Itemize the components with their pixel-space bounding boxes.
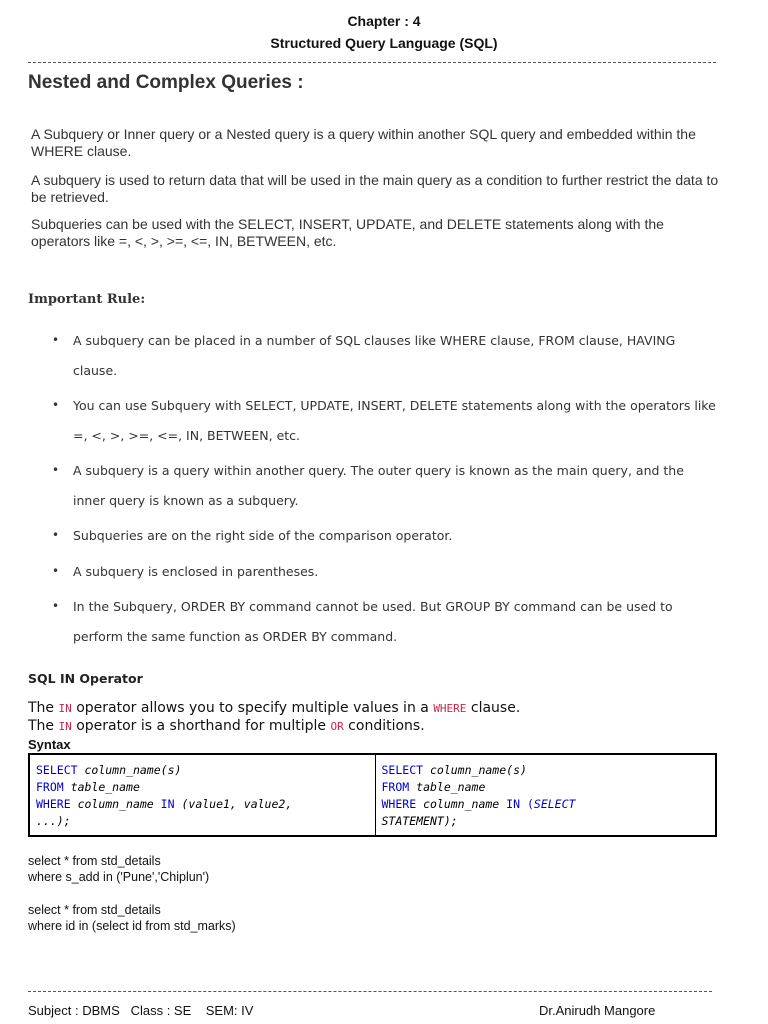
code-keyword: SELECT	[381, 763, 424, 777]
syntax-code-values	[29, 754, 375, 836]
keyword-in: IN	[58, 720, 72, 733]
code-keyword: IN	[506, 797, 521, 811]
rule-text: A subquery is enclosed in parentheses.	[73, 563, 319, 579]
code-identifier: table_name	[70, 780, 140, 794]
code-keyword: IN	[160, 797, 175, 811]
bullet-icon: •	[52, 563, 60, 578]
intro-paragraph: Subqueries can be used with the SELECT, INSERT, UPDATE, and DELETE statements along with the operators like =, <, >, >=, <=, IN, BETWEEN, etc.	[31, 216, 664, 249]
in-operator-description	[28, 717, 425, 736]
code-identifier: (value1, value2,	[181, 797, 293, 811]
rule-text: Subqueries are on the right side of the comparison operator.	[73, 528, 453, 543]
chapter-subtitle: Structured Query Language (SQL)	[270, 35, 498, 51]
code-identifier: ...);	[36, 814, 71, 828]
footer-course-info: Subject : DBMS Class : SE SEM: IV	[28, 1003, 254, 1018]
code-identifier: column_name	[423, 797, 500, 811]
rule-text: A subquery can be placed in a number of SQL clauses like WHERE clause, FROM clause, HAVING clause.	[73, 333, 676, 378]
code-identifier: STATEMENT	[381, 814, 444, 828]
example-query-line: where s_add in ('Pune','Chiplun')	[28, 870, 210, 884]
footer-divider	[28, 991, 712, 992]
text-segment: conditions.	[343, 718, 425, 734]
keyword-or: OR	[330, 720, 344, 733]
code-keyword: (	[526, 797, 534, 811]
rule-text: In the Subquery, ORDER BY command cannot be used. But GROUP BY command can be used to perform the same function as ORDER BY command.	[73, 599, 673, 644]
code-identifier: column_name(s)	[429, 763, 527, 777]
example-query-line: select * from std_details	[28, 854, 161, 868]
text-segment: The	[28, 718, 59, 734]
example-query-line: where id in (select id from std_marks)	[28, 919, 236, 933]
rule-text: A subquery is a query within another query. The outer query is known as the main query, and the inner query is known as a subquery.	[73, 463, 684, 508]
in-operator-description	[28, 699, 520, 718]
code-keyword: WHERE	[36, 797, 71, 811]
code-identifier: );	[443, 814, 458, 828]
code-identifier: column_name(s)	[84, 763, 182, 777]
list-item	[28, 592, 720, 651]
list-item	[28, 521, 720, 551]
chapter-label: Chapter : 4	[347, 13, 421, 29]
syntax-label: Syntax	[28, 737, 71, 752]
header-divider	[28, 62, 716, 63]
syntax-table	[28, 753, 717, 837]
code-keyword: SELECT	[36, 763, 78, 777]
code-keyword: WHERE	[381, 797, 417, 811]
in-operator-heading: SQL IN Operator	[28, 671, 143, 686]
important-rule-heading: Important Rule:	[28, 292, 146, 307]
syntax-code-subquery	[375, 754, 716, 836]
footer-author: Dr.Anirudh Mangore	[539, 1003, 656, 1018]
code-keyword: SELECT	[533, 797, 576, 811]
keyword-in: IN	[58, 702, 72, 715]
page-header	[0, 12, 768, 52]
code-identifier: column_name	[77, 797, 154, 811]
list-item	[28, 326, 720, 385]
rule-text: You can use Subquery with SELECT, UPDATE, INSERT, DELETE statements along with the operators like =, <, >, >=, <=, IN, BETWEEN, etc.	[73, 398, 716, 443]
code-keyword: FROM	[36, 780, 64, 794]
text-segment: operator allows you to specify multiple values in a	[71, 700, 434, 716]
example-query-line: select * from std_details	[28, 903, 161, 917]
keyword-where: WHERE	[433, 702, 467, 715]
rules-list	[28, 326, 720, 657]
text-segment: clause.	[466, 700, 521, 716]
list-item	[28, 391, 720, 450]
list-item	[28, 557, 720, 587]
list-item	[28, 456, 720, 515]
intro-paragraph: A subquery is used to return data that will be used in the main query as a condition to further restrict the data to be retrieved.	[31, 172, 719, 205]
section-title: Nested and Complex Queries :	[28, 72, 304, 93]
code-keyword: FROM	[381, 780, 410, 794]
bullet-icon: •	[52, 528, 60, 542]
bullet-icon: •	[52, 398, 60, 412]
bullet-icon: •	[52, 599, 60, 613]
bullet-icon: •	[52, 333, 60, 347]
text-segment: operator is a shorthand for multiple	[71, 718, 331, 734]
intro-paragraph: A Subquery or Inner query or a Nested query is a query within another SQL query and embedded within the WHERE clause.	[31, 126, 696, 159]
text-segment: The	[28, 700, 59, 716]
code-identifier: table_name	[416, 780, 486, 794]
bullet-icon: •	[52, 463, 60, 477]
